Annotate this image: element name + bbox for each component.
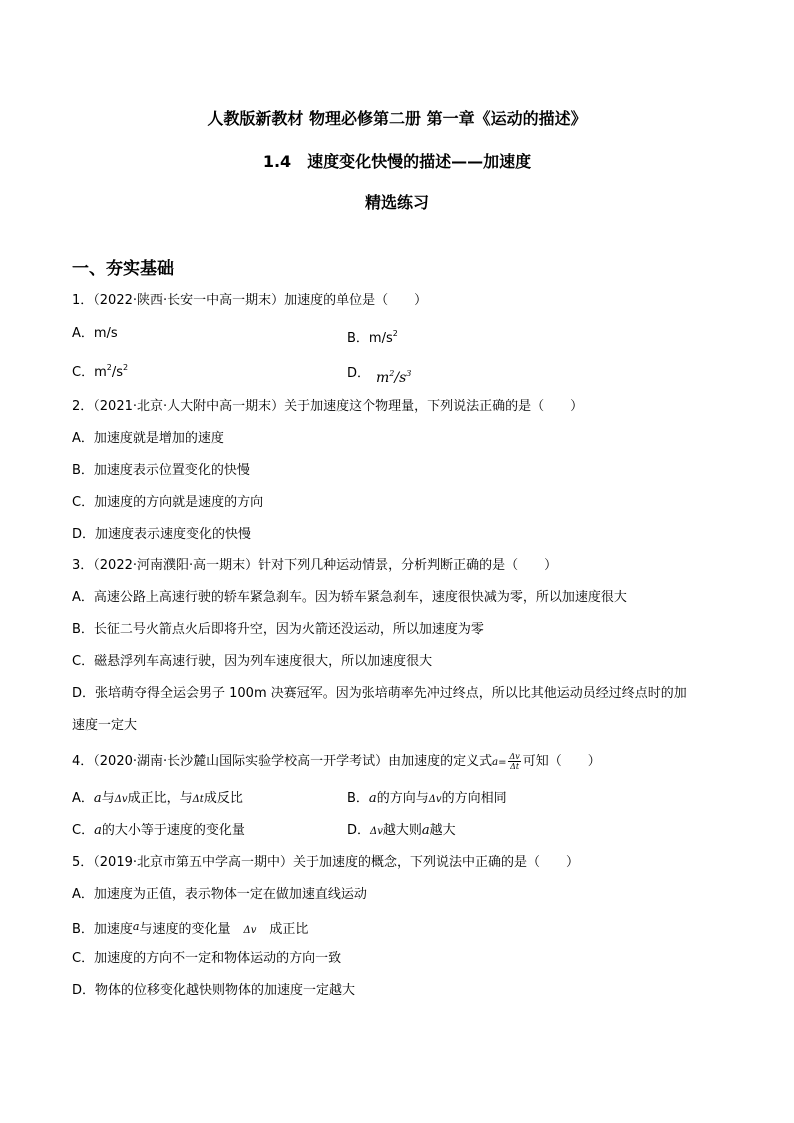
question-1-stem: 1．（2022·陕西·长安一中高一期末）加速度的单位是（ ） <box>72 293 428 308</box>
question-5-option-d: D．物体的位移变化越快则物体的加速度一定越大 <box>72 983 356 998</box>
question-5-option-c: C．加速度的方向不一定和物体运动的方向一致 <box>72 951 342 966</box>
question-2-option-c: C．加速度的方向就是速度的方向 <box>72 495 264 510</box>
question-2-stem: 2．（2021·北京·人大附中高一期末）关于加速度这个物理量，下列说法正确的是（ ） <box>72 399 584 414</box>
practice-title: 精选练习 <box>364 193 429 212</box>
question-3-option-a: A．高速公路上高速行驶的轿车紧急刹车。因为轿车紧急刹车，速度很快减为零，所以加速度很大 <box>72 590 627 605</box>
question-3-option-d-cont: 速度一定大 <box>72 718 138 733</box>
question-4-option-a: A．a与Δv成正比，与Δt成反比 <box>72 791 243 806</box>
question-4-option-c: C．a的大小等于速度的变化量 <box>72 823 245 838</box>
question-5-stem: 5．（2019·北京市第五中学高一期中）关于加速度的概念，下列说法中正确的是（ ） <box>72 855 579 870</box>
question-3-option-c: C．磁悬浮列车高速行驶，因为列车速度很大，所以加速度很大 <box>72 654 433 669</box>
question-2-option-b: B．加速度表示位置变化的快慢 <box>72 463 250 478</box>
acceleration-formula: $\frac{\Delta v}{\Delta t}$ <box>509 752 520 771</box>
question-3-option-b: B．长征二号火箭点火后即将升空，因为火箭还没运动，所以加速度为零 <box>72 622 484 637</box>
question-2-option-d: D．加速度表示速度变化的快慢 <box>72 527 252 542</box>
lesson-title: 1.4 速度变化快慢的描述——加速度 <box>262 152 532 171</box>
document-title: 人教版新教材 物理必修第二册 第一章《运动的描述》 <box>207 109 587 128</box>
question-3-option-d: D．张培萌夺得全运会男子 100m 决赛冠军。因为张培萌率先冲过终点，所以比其他运动员经过终点时的加 <box>72 686 687 701</box>
question-1-option-b: B．$m/s^2$ <box>347 329 398 346</box>
question-4-stem: 4．（2020·湖南·长沙麓山国际实验学校高一开学考试）由加速度的定义式a= $\frac{\Delta v}{\Delta t}$ 可知（ ） <box>72 752 601 771</box>
question-5-option-a: A．加速度为正值，表示物体一定在做加速直线运动 <box>72 887 367 902</box>
question-3-stem: 3．（2022·河南濮阳·高一期末）针对下列几种运动情景，分析判断正确的是（ ） <box>72 558 558 573</box>
question-1-option-a: A．m/s <box>72 326 118 341</box>
question-1-option-d: D． $m^2/s^3$ <box>347 366 412 386</box>
question-2-option-a: A．加速度就是增加的速度 <box>72 431 224 446</box>
question-4-option-d: D．Δv越大则a越大 <box>347 823 456 838</box>
question-1-option-c: C．$m^2/s^2$ <box>72 363 129 380</box>
section-heading: 一、夯实基础 <box>72 259 174 279</box>
question-4-option-b: B．a的方向与Δv的方向相同 <box>347 791 507 806</box>
question-5-option-b: B．加速度$^a$与速度的变化量 Δv 成正比 <box>72 920 309 937</box>
